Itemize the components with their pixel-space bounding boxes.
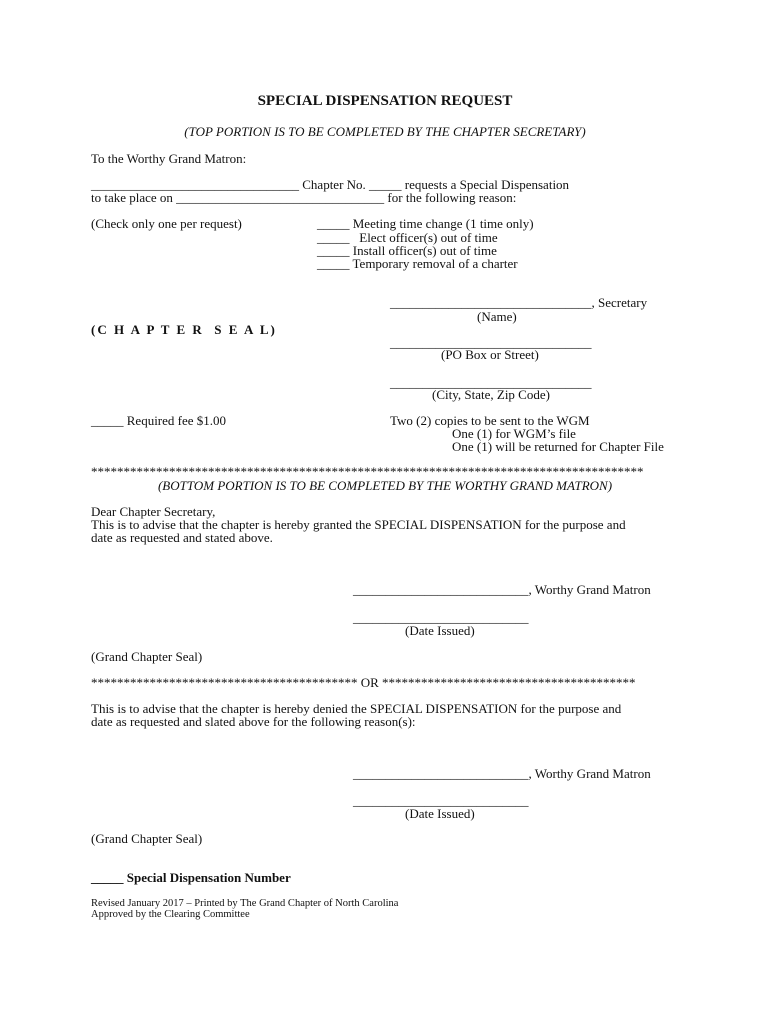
option-install-officers: _____ Install officer(s) out of time: [317, 243, 497, 258]
option-elect-officers: _____ Elect officer(s) out of time: [317, 230, 498, 245]
grand-chapter-seal-granted: (Grand Chapter Seal): [91, 649, 203, 664]
option-meeting-time: _____ Meeting time change (1 time only): [317, 216, 534, 231]
denied-text-1: This is to advise that the chapter is hereby denied the SPECIAL DISPENSATION for the purpose and: [91, 701, 622, 716]
wgm-signature-line-denied: ___________________________, Worthy Grand Matron: [353, 766, 651, 781]
city-label: (City, State, Zip Code): [432, 387, 550, 402]
grand-chapter-seal-denied: (Grand Chapter Seal): [91, 831, 203, 846]
date-issued-line-granted: ___________________________: [353, 610, 529, 625]
date-issued-line-denied: ___________________________: [353, 793, 529, 808]
dispensation-number-label: _____ Special Dispensation Number: [91, 870, 291, 885]
dear-secretary: Dear Chapter Secretary,: [91, 504, 216, 519]
po-box-line: _______________________________: [390, 335, 592, 350]
denied-text-2: date as requested and slated above for the following reason(s):: [91, 714, 416, 729]
top-portion-note: (TOP PORTION IS TO BE COMPLETED BY THE CHAPTER SECRETARY): [184, 124, 586, 139]
or-separator: ***************************************** OR ***************************************: [91, 675, 636, 690]
copies-note: Two (2) copies to be sent to the WGM: [390, 413, 590, 428]
granted-text-2: date as requested and stated above.: [91, 530, 273, 545]
po-box-label: (PO Box or Street): [441, 347, 539, 362]
document-title: SPECIAL DISPENSATION REQUEST: [257, 93, 513, 109]
date-issued-label-denied: (Date Issued): [405, 806, 475, 821]
footer-revised: Revised January 2017 – Printed by The Grand Chapter of North Carolina: [91, 898, 399, 909]
date-issued-label-granted: (Date Issued): [405, 623, 475, 638]
check-note: (Check only one per request): [91, 216, 242, 231]
footer-approved: Approved by the Clearing Committee: [91, 909, 250, 920]
chapter-request-line: ________________________________ Chapter No. _____ requests a Special Dispensation: [91, 177, 570, 192]
copies-chapter-file: One (1) will be returned for Chapter File: [452, 439, 664, 454]
name-label: (Name): [477, 309, 517, 324]
copies-wgm-file: One (1) for WGM’s file: [452, 426, 576, 441]
bottom-portion-note: (BOTTOM PORTION IS TO BE COMPLETED BY THE WORTHY GRAND MATRON): [157, 478, 613, 493]
chapter-seal-label: (C H A P T E R S E A L): [91, 322, 277, 337]
separator-stars: *************************************************************************************: [91, 464, 644, 479]
granted-text-1: This is to advise that the chapter is hereby granted the SPECIAL DISPENSATION for the purpose and: [91, 517, 626, 532]
secretary-signature-line: _______________________________, Secretary: [390, 295, 648, 310]
option-temporary-removal: _____ Temporary removal of a charter: [317, 256, 518, 271]
city-line: _______________________________: [390, 375, 592, 390]
date-reason-line: to take place on ________________________________ for the following reason:: [91, 190, 517, 205]
required-fee: _____ Required fee $1.00: [91, 413, 227, 428]
wgm-signature-line-granted: ___________________________, Worthy Grand Matron: [353, 582, 651, 597]
salutation: To the Worthy Grand Matron:: [91, 151, 247, 166]
